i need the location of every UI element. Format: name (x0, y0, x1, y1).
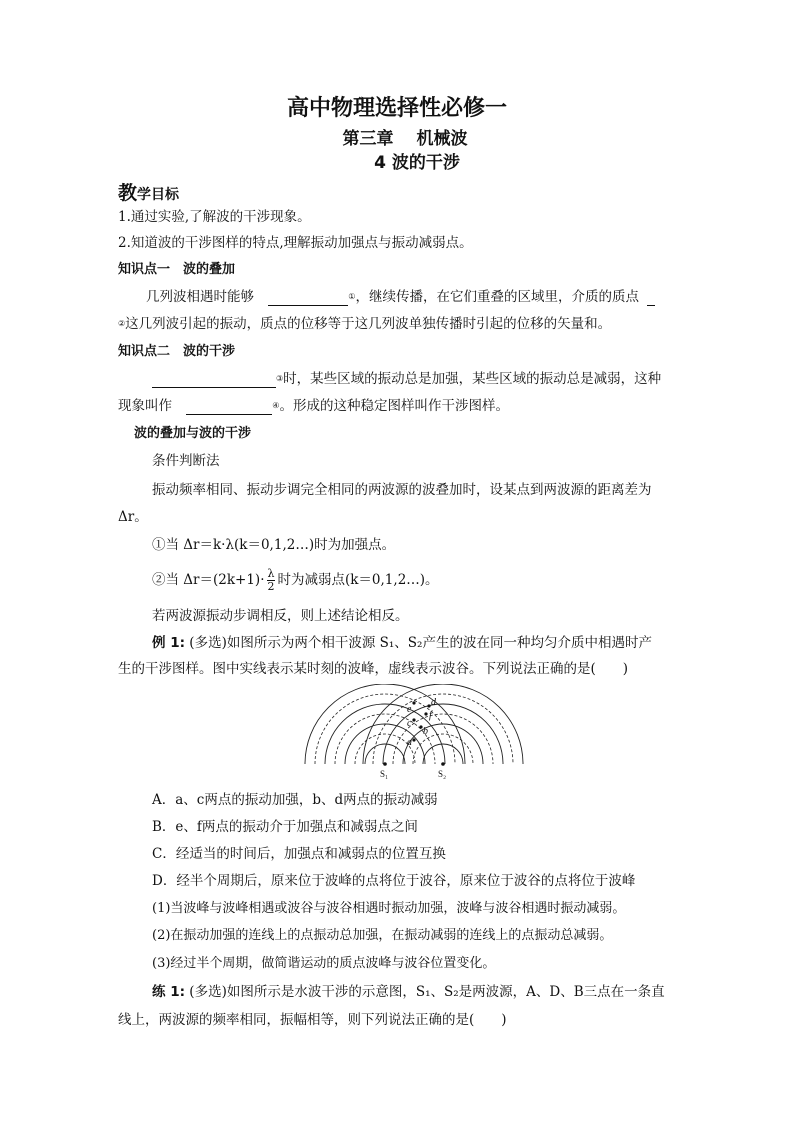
fill-blank-4[interactable] (186, 400, 272, 415)
objectives-heading-big: 教 (118, 182, 138, 204)
method-title: 条件判断法 (152, 453, 220, 469)
label-a: a (407, 737, 412, 748)
kp1-text-a: 几列波相遇时能够 (146, 289, 254, 305)
fraction-numerator: λ (267, 566, 275, 580)
example1-line2: 生的干涉图样。图中实线表示某时刻的波峰，虚线表示波谷。下列说法正确的是( ) (118, 661, 629, 677)
fraction-denominator: 2 (267, 579, 275, 593)
kp1-text-c: 这几列波引起的振动，质点的位移等于这几列波单独传播时引起的位移的矢量和。 (125, 316, 612, 332)
option-d: D．经半个周期后，原来位于波峰的点将位于波谷，原来位于波谷的点将位于波峰 (152, 873, 636, 889)
blank-marker-4: ④ (272, 401, 280, 410)
condition-1: ①当 Δr＝k·λ(k＝0,1,2…)时为加强点。 (152, 537, 396, 553)
condition-2 (152, 562, 439, 598)
point-e (412, 701, 415, 704)
section-heading: 4 波的干涉 (374, 153, 460, 173)
point-a (412, 738, 415, 741)
option-c: C．经适当的时间后，加强点和减弱点的位置互换 (152, 846, 446, 862)
objective-item-1: 1.通过实验,了解波的干涉现象。 (118, 209, 311, 225)
kp1-heading: 知识点一 波的叠加 (118, 262, 236, 277)
kp2-text-a: 现象叫作 (118, 398, 172, 414)
condition-2-a: ②当 Δr＝(2k+1)· (152, 572, 265, 588)
kp2-line2 (118, 397, 509, 415)
blank-marker-1: ① (348, 292, 356, 301)
method-line1: 振动频率相同、振动步调完全相同的两波源的波叠加时，设某点到两波源的距离差为 (152, 482, 652, 498)
kp1-line2 (118, 315, 611, 333)
document-title: 高中物理选择性必修一 (286, 96, 507, 121)
fill-blank-1[interactable] (268, 291, 348, 306)
kp2-text-b: 时，某些区域的振动总是加强，某些区域的振动总是减弱，这种 (283, 371, 662, 387)
condition-2-b: 时为减弱点(k＝0,1,2…)。 (277, 572, 439, 588)
label-b: b (423, 726, 428, 737)
note-3: (3)经过半个周期，做简谐运动的质点波峰与波谷位置变化。 (152, 956, 496, 971)
reverse-note: 若两波源振动步调相反，则上述结论相反。 (152, 608, 409, 624)
label-s2: S₂ (438, 769, 447, 779)
practice1-text1: (多选)如图所示是水波干涉的示意图，S₁、S₂是两波源，A、D、B三点在一条直 (189, 984, 665, 1000)
label-e: e (407, 704, 412, 715)
label-d: d (431, 697, 436, 708)
kp2-heading: 知识点二 波的干涉 (118, 344, 236, 359)
s1-trough-2 (335, 714, 435, 764)
kp1-text-b: ，继续传播，在它们重叠的区域里，介质的质点 (355, 289, 639, 305)
practice1-line1 (152, 983, 665, 1001)
chapter-heading: 第三章 机械波 (342, 129, 468, 149)
practice1-label: 练 1: (152, 984, 185, 1000)
kp2-line1 (152, 370, 661, 388)
example1-line1 (152, 634, 652, 652)
objectives-heading (118, 184, 179, 204)
superposition-heading: 波的叠加与波的干涉 (134, 426, 252, 441)
blank-marker-2: ② (118, 319, 126, 328)
lambda-half-fraction (267, 568, 276, 593)
source-s2 (441, 762, 445, 766)
point-c (412, 718, 415, 721)
note-1: (1)当波峰与波峰相遇或波谷与波谷相遇时振动加强，波峰与波谷相遇时振动减弱。 (152, 901, 626, 916)
objectives-heading-rest: 学目标 (137, 187, 180, 203)
kp1-line1 (146, 288, 655, 306)
interference-diagram (300, 684, 530, 784)
label-f: f (429, 710, 432, 721)
source-s1 (383, 762, 387, 766)
method-line2: Δr。 (118, 509, 148, 525)
objective-item-2: 2.知道波的干涉图样的特点,理解振动加强点与振动减弱点。 (118, 235, 473, 251)
label-c: c (407, 718, 412, 729)
example1-text1: (多选)如图所示为两个相干波源 S₁、S₂产生的波在同一种均匀介质中相遇时产 (189, 635, 652, 651)
note-2: (2)在振动加强的连线上的点振动总加强，在振动减弱的连线上的点振动总减弱。 (152, 928, 613, 943)
option-b: B．e、f两点的振动介于加强点和减弱点之间 (152, 819, 418, 835)
example1-label: 例 1: (152, 635, 185, 651)
blank-marker-3: ③ (276, 374, 284, 383)
practice1-line2: 线上，两波源的频率相同，振幅相等，则下列说法正确的是( ) (118, 1012, 507, 1028)
fill-blank-2[interactable] (647, 291, 655, 306)
point-f (424, 712, 427, 715)
fill-blank-3[interactable] (152, 373, 276, 388)
option-a: A．a、c两点的振动加强，b、d两点的振动减弱 (152, 792, 438, 808)
kp2-text-c: 。形成的这种稳定图样叫作干涉图样。 (279, 398, 509, 414)
label-s1: S₁ (380, 769, 389, 779)
